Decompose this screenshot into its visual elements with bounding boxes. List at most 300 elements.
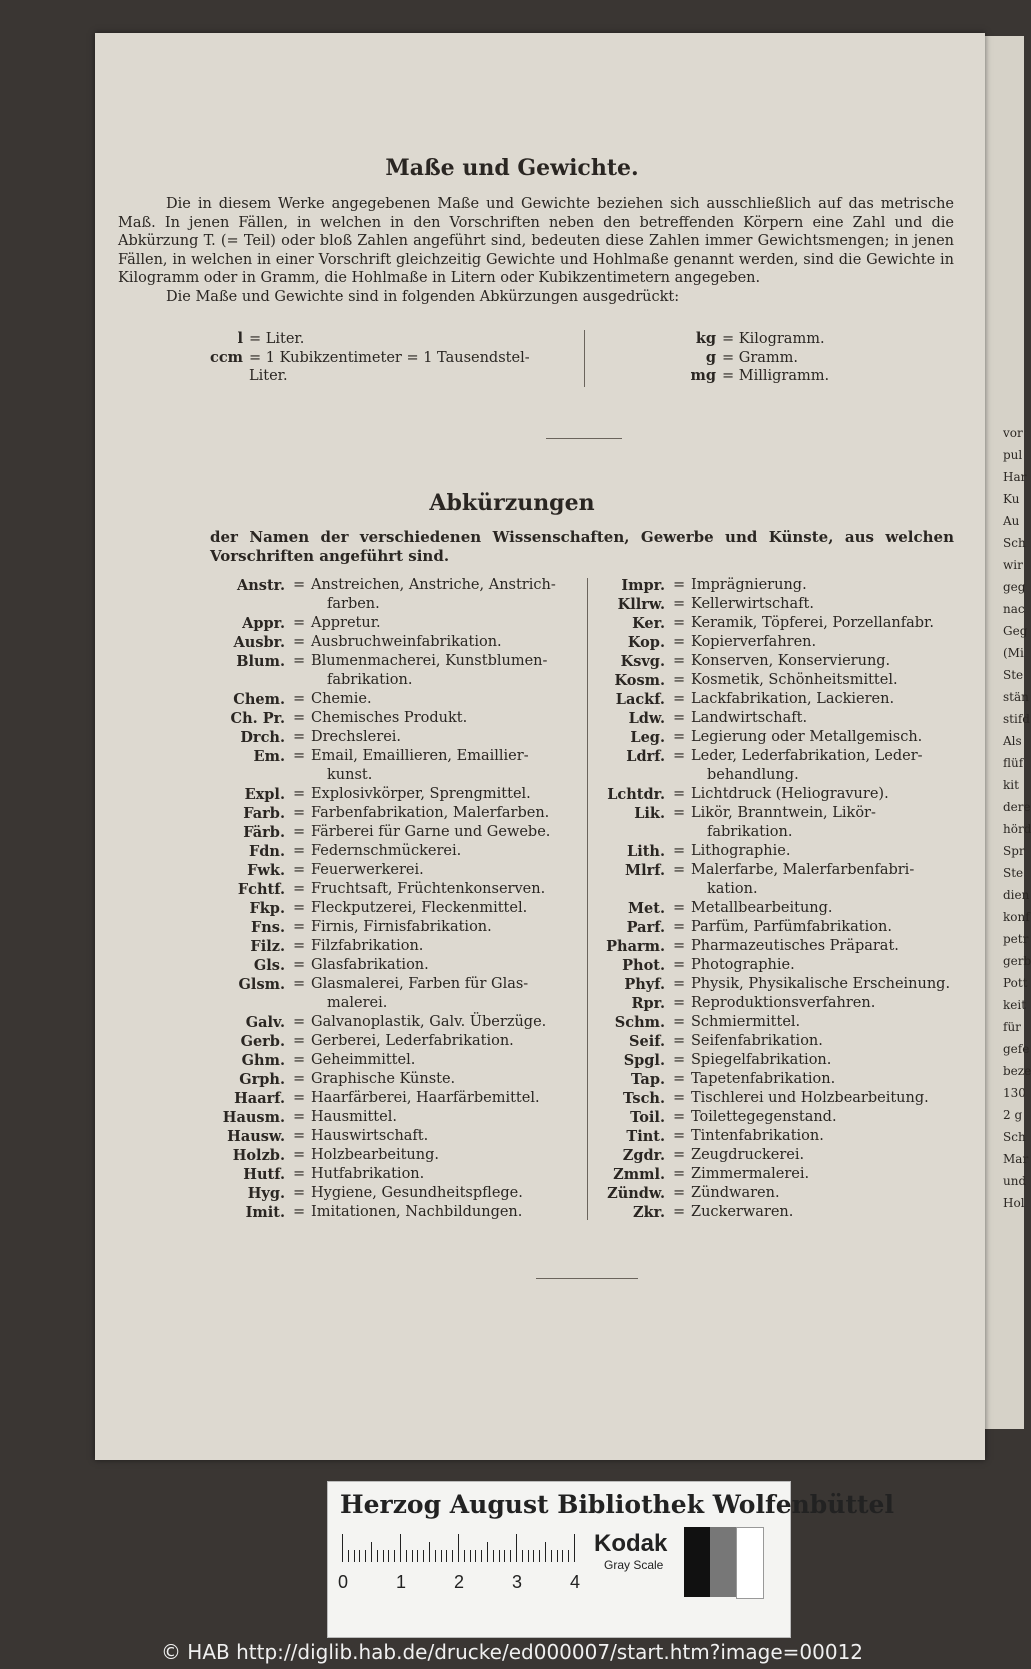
abbreviation-meaning: Tapetenfabrikation. [691, 1071, 836, 1087]
ruler-tick [574, 1534, 575, 1562]
adjacent-page-fragment: gerb [1003, 954, 1031, 968]
adjacent-page-fragment: keit [1003, 998, 1027, 1012]
ruler-tick [557, 1550, 558, 1562]
equals-sign: = [673, 596, 686, 612]
unit-definition: = 1 Kubikzentimeter = 1 Tausendstel- [249, 349, 530, 366]
ruler-tick [551, 1550, 552, 1562]
equals-sign: = [673, 577, 686, 593]
ruler-tick [406, 1550, 407, 1562]
abbreviation-meaning: Email, Emaillieren, Emaillier- [311, 748, 529, 764]
abbreviation: Imit. [245, 1204, 285, 1221]
abbreviation-meaning: Blumenmacherei, Kunstblumen- [311, 653, 548, 669]
abbreviation: Phot. [622, 957, 665, 974]
abbreviation-entry [205, 1089, 590, 1108]
ruler-tick [394, 1550, 395, 1562]
equals-sign: = [293, 1128, 306, 1144]
units-intro: Die Maße und Gewichte sind in folgenden Abkürzungen ausgedrückt: [166, 288, 680, 305]
abbreviation-meaning: Fruchtsaft, Früchtenkonserven. [311, 881, 546, 897]
abbreviation-entry [595, 1089, 965, 1108]
unit-row [606, 349, 946, 368]
equals-sign: = [293, 615, 306, 631]
equals-sign: = [673, 805, 686, 821]
equals-sign: = [293, 957, 306, 973]
intro-paragraph: Die in diesem Werke angegebenen Maße und Gewichte beziehen sich ausschließlich auf das metrische Maß. In jenen Fällen, in welchen in den Vorschriften neben den betreffenden Körpern eine Zahl und die Abkürzung T. (= Teil) oder bloß Zahlen angeführt sind, bedeuten diese Zahlen immer Gewichtsmengen; in jenen Fällen, in welchen in einer Vorschrift gleichzeitig Gewichte und Hohlmaße genannt werden, sind die Gewichte in Kilogramm oder in Gramm, die Hohlmaße in Litern oder Kubikzentimetern angegeben. Die Maße und Gewichte sind in folgenden Abkürzungen ausgedrückt: [118, 196, 954, 305]
adjacent-page-fragment: Hol [1003, 1196, 1025, 1210]
unit-row [118, 367, 578, 386]
ruler-number: 1 [396, 1572, 407, 1592]
equals-sign: = [293, 881, 306, 897]
abbreviation-entry [595, 614, 965, 633]
adjacent-page-fragment: Har [1003, 470, 1027, 484]
abbreviation: Ldrf. [626, 748, 665, 765]
abbreviation-entry [205, 747, 590, 785]
abbreviation-entry [205, 1184, 590, 1203]
abbreviation-meaning-continued: behandlung. [707, 767, 799, 783]
abbreviation: Galv. [245, 1014, 285, 1031]
unit-definition: = Gramm. [722, 349, 799, 366]
abbreviation: Kop. [627, 634, 665, 651]
abbreviation-entry [595, 1203, 965, 1222]
abbreviation: Zkr. [633, 1204, 665, 1221]
abbreviation: Ausbr. [233, 634, 285, 651]
abbreviation: Zündw. [607, 1185, 665, 1202]
abbreviation: Tsch. [622, 1090, 665, 1107]
equals-sign: = [673, 615, 686, 631]
equals-sign: = [673, 748, 686, 764]
ruler-tick [359, 1550, 360, 1562]
abbreviation: Holzb. [232, 1147, 285, 1164]
abbreviation-entry [595, 861, 965, 899]
adjacent-page-fragment: kit [1003, 778, 1019, 792]
equals-sign: = [293, 1147, 306, 1163]
adjacent-page-fragment: Als [1003, 734, 1022, 748]
abbreviation: Seif. [629, 1033, 665, 1050]
ruler-tick [504, 1550, 505, 1562]
equals-sign: = [673, 1204, 686, 1220]
units-table [118, 330, 954, 390]
abbreviation: Anstr. [236, 577, 285, 594]
adjacent-page-fragment: dien [1003, 888, 1030, 902]
abbreviation-meaning: Fleckputzerei, Fleckenmittel. [311, 900, 528, 916]
abbreviation-entry [205, 861, 590, 880]
equals-sign: = [293, 691, 306, 707]
abbreviation-meaning: Holzbearbeitung. [311, 1147, 439, 1163]
abbreviation-entry [205, 576, 590, 614]
ruler-tick [423, 1550, 424, 1562]
abbreviation-entry [205, 1165, 590, 1184]
abbreviation-meaning: Firnis, Firnisfabrikation. [311, 919, 492, 935]
adjacent-page-fragment: gefe [1003, 1042, 1030, 1056]
equals-sign: = [673, 1185, 686, 1201]
abbreviation-meaning: Hausmittel. [311, 1109, 397, 1125]
adjacent-page-fragment: (Mi [1003, 646, 1024, 660]
ruler-tick [348, 1550, 349, 1562]
adjacent-page-fragment: für [1003, 1020, 1021, 1034]
ruler-tick [522, 1550, 523, 1562]
abbreviation-entry [595, 595, 965, 614]
abbreviation-entry [595, 937, 965, 956]
abbreviation: Schm. [614, 1014, 665, 1031]
equals-sign: = [673, 691, 686, 707]
equals-sign: = [293, 805, 306, 821]
abbreviation: Parf. [626, 919, 665, 936]
ruler-tick [412, 1550, 413, 1562]
units-right-column [606, 330, 946, 386]
ruler-tick [429, 1542, 430, 1562]
abbreviation-entry [205, 785, 590, 804]
abbreviation: Chem. [233, 691, 285, 708]
abbreviation: Zgdr. [622, 1147, 665, 1164]
equals-sign: = [673, 957, 686, 973]
equals-sign: = [293, 748, 306, 764]
abbreviation-entry [595, 1013, 965, 1032]
equals-sign: = [293, 1033, 306, 1049]
abbreviation-entry [205, 1051, 590, 1070]
abbreviation-entry [205, 728, 590, 747]
abbreviation-meaning: Physik, Physikalische Erscheinung. [691, 976, 951, 992]
abbreviation-meaning: Toilettegegenstand. [691, 1109, 837, 1125]
abbreviation: Ksvg. [620, 653, 665, 670]
abbreviation-meaning: Drechslerei. [311, 729, 402, 745]
abbreviation-entry [205, 975, 590, 1013]
unit-abbr: mg [690, 367, 716, 384]
abbreviation-entry [205, 1203, 590, 1222]
ruler-tick [446, 1550, 447, 1562]
ruler-tick [377, 1550, 378, 1562]
ruler-tick [533, 1550, 534, 1562]
abbreviation: Appr. [242, 615, 285, 632]
abbreviation-entry [205, 1013, 590, 1032]
abbreviation: Fdn. [248, 843, 285, 860]
abbreviations-subtitle: der Namen der verschiedenen Wissenschaften, Gewerbe und Künste, aus welchen Vorschriften angeführt sind. [210, 528, 954, 565]
equals-sign: = [673, 1109, 686, 1125]
ruler-tick [452, 1550, 453, 1562]
equals-sign: = [673, 900, 686, 916]
abbreviation: Em. [253, 748, 285, 765]
adjacent-page-fragment: vor [1003, 426, 1023, 440]
ruler-tick [371, 1542, 372, 1562]
abbreviation-meaning: Farbenfabrikation, Malerfarben. [311, 805, 550, 821]
heading-masse-gewichte: Maße und Gewichte. [385, 155, 639, 181]
adjacent-page-edge [983, 36, 1031, 1429]
abbreviation-meaning: Glasmalerei, Farben für Glas- [311, 976, 529, 992]
ruler-number: 0 [338, 1572, 349, 1592]
ruler-tick [516, 1534, 517, 1562]
adjacent-page-fragment: nac [1003, 602, 1025, 616]
abbreviation: Lith. [627, 843, 665, 860]
equals-sign: = [293, 1204, 306, 1220]
ruler-tick [383, 1550, 384, 1562]
abbreviation-entry [595, 842, 965, 861]
abbreviation-entry [205, 956, 590, 975]
abbreviation: Toil. [630, 1109, 665, 1126]
abbreviation-entry [595, 633, 965, 652]
equals-sign: = [293, 900, 306, 916]
units-divider [584, 330, 585, 387]
abbreviation-meaning: Zimmermalerei. [691, 1166, 810, 1182]
abbreviation-entry [595, 1032, 965, 1051]
abbreviation: Haarf. [234, 1090, 285, 1107]
abbreviation-entry [205, 823, 590, 842]
abbreviation-meaning: Likör, Branntwein, Likör- [691, 805, 876, 821]
abbreviation: Phyf. [624, 976, 665, 993]
unit-row [606, 330, 946, 349]
ruler-tick [400, 1534, 401, 1562]
abbreviation-meaning: Seifenfabrikation. [691, 1033, 823, 1049]
equals-sign: = [293, 1052, 306, 1068]
abbreviation-meaning: Reproduktionsverfahren. [691, 995, 876, 1011]
equals-sign: = [673, 1166, 686, 1182]
abbreviation: Rpr. [631, 995, 665, 1012]
equals-sign: = [673, 672, 686, 688]
abbreviation: Drch. [240, 729, 285, 746]
ruler-tick [365, 1550, 366, 1562]
adjacent-page-fragment: Geg [1003, 624, 1028, 638]
equals-sign: = [293, 577, 306, 593]
ruler-tick [417, 1550, 418, 1562]
unit-abbr: ccm [209, 348, 243, 366]
abbreviation-meaning: Metallbearbeitung. [691, 900, 833, 916]
abbreviation: Fkp. [249, 900, 285, 917]
equals-sign: = [293, 710, 306, 726]
unit-definition: = Kilogramm. [722, 331, 825, 347]
abbreviation-meaning-continued: kation. [707, 881, 758, 897]
adjacent-page-fragment: dere [1003, 800, 1031, 814]
abbreviation-entry [595, 1070, 965, 1089]
ruler-tick [568, 1550, 569, 1562]
equals-sign: = [673, 995, 686, 1011]
abbreviation-meaning: Photographie. [691, 957, 795, 973]
abbreviation: Impr. [621, 577, 665, 594]
abbreviation: Blum. [236, 653, 285, 670]
abbreviation-entry [595, 994, 965, 1013]
equals-sign: = [673, 1052, 686, 1068]
unit-abbr: l [237, 330, 243, 347]
abbreviation-entry [595, 1051, 965, 1070]
abbreviation: Lik. [634, 805, 665, 822]
gray-patch-mid [710, 1527, 736, 1597]
ruler-tick [354, 1550, 355, 1562]
abbreviation: Filz. [250, 938, 285, 955]
equals-sign: = [293, 1014, 306, 1030]
abbreviation-meaning: Feuerwerkerei. [311, 862, 424, 878]
unit-definition: Liter. [249, 368, 288, 384]
abbreviation-entry [595, 747, 965, 785]
equals-sign: = [293, 1185, 306, 1201]
abbreviation: Fns. [250, 919, 285, 936]
adjacent-page-fragment: konf [1003, 910, 1030, 924]
abbreviation-entry [205, 880, 590, 899]
copyright-line: © HAB http://diglib.hab.de/drucke/ed000007/start.htm?image=00012 [160, 1640, 864, 1664]
equals-sign: = [673, 786, 686, 802]
abbreviation-entry [595, 975, 965, 994]
abbreviation-meaning: Glasfabrikation. [311, 957, 429, 973]
ruler-tick [441, 1550, 442, 1562]
abbreviation: Fchtf. [237, 881, 285, 898]
ruler-tick [528, 1550, 529, 1562]
abbreviation-entry [595, 1184, 965, 1203]
abbreviation-meaning-continued: malerei. [327, 995, 388, 1011]
abbreviation-entry [595, 576, 965, 595]
gray-patch-black [684, 1527, 710, 1597]
abbreviation-entry [205, 1032, 590, 1051]
ruler-number: 4 [570, 1572, 581, 1592]
adjacent-page-fragment: 130 [1003, 1086, 1026, 1100]
equals-sign: = [673, 1033, 686, 1049]
abbreviation: Färb. [243, 824, 285, 841]
unit-definition: = Milligramm. [722, 368, 830, 384]
equals-sign: = [673, 1071, 686, 1087]
adjacent-page-fragment: wir [1003, 558, 1023, 572]
unit-definition: = Liter. [249, 331, 305, 347]
abbreviation-meaning-continued: kunst. [327, 767, 373, 783]
abbreviation-meaning: Anstreichen, Anstriche, Anstrich- [311, 577, 556, 593]
abbreviation-meaning: Imprägnierung. [691, 577, 807, 593]
abbreviation-meaning: Leder, Lederfabrikation, Leder- [691, 748, 923, 764]
abbreviation-entry [595, 1165, 965, 1184]
abbreviation: Expl. [244, 786, 285, 803]
abbreviation-entry [595, 1146, 965, 1165]
unit-abbr: kg [695, 330, 716, 347]
adjacent-page-fragment: Au [1003, 514, 1020, 528]
ruler-tick [545, 1542, 546, 1562]
unit-row [118, 349, 578, 368]
abbreviation: Spgl. [623, 1052, 665, 1069]
abbreviation-entry [595, 728, 965, 747]
abbreviation-meaning: Hutfabrikation. [311, 1166, 425, 1182]
equals-sign: = [673, 976, 686, 992]
unit-abbr: g [705, 348, 716, 366]
abbreviation-meaning: Kopierverfahren. [691, 634, 817, 650]
abbreviation-entry [205, 1108, 590, 1127]
abbreviation-entry [595, 804, 965, 842]
abbreviation: Hausm. [222, 1109, 285, 1126]
equals-sign: = [673, 1090, 686, 1106]
equals-sign: = [673, 843, 686, 859]
abbreviation-entry [595, 1127, 965, 1146]
abbreviation-meaning: Chemisches Produkt. [311, 710, 468, 726]
abbreviation-entry [595, 899, 965, 918]
abbreviation-meaning: Malerfarbe, Malerfarbenfabri- [691, 862, 915, 878]
adjacent-page-fragment: Ste [1003, 668, 1024, 682]
abbreviation-meaning: Graphische Künste. [311, 1071, 456, 1087]
abbreviation-entry [205, 937, 590, 956]
equals-sign: = [673, 729, 686, 745]
abbreviation-entry [205, 690, 590, 709]
abbreviation-meaning: Färberei für Garne und Gewebe. [311, 824, 551, 840]
abbreviation: Gerb. [240, 1033, 285, 1050]
abbreviation-entry [205, 709, 590, 728]
adjacent-page-fragment: flüf [1003, 756, 1024, 770]
abbreviation: Kllrw. [617, 596, 665, 613]
abbreviation: Zmml. [613, 1166, 665, 1183]
ruler-tick [470, 1550, 471, 1562]
adjacent-page-fragment: Pott [1003, 976, 1028, 990]
abbreviation: Ker. [632, 615, 665, 632]
ruler-number: 2 [454, 1572, 465, 1592]
abbreviation: Hausw. [227, 1128, 285, 1145]
abbreviation: Lackf. [615, 691, 665, 708]
abbreviation: Ghm. [241, 1052, 285, 1069]
abbreviation: Ldw. [628, 710, 665, 727]
abbreviation-meaning: Spiegelfabrikation. [691, 1052, 832, 1068]
abbreviation-meaning: Haarfärberei, Haarfärbemittel. [311, 1090, 540, 1106]
ruler-tick [493, 1550, 494, 1562]
abbreviation: Ch. Pr. [230, 710, 285, 727]
adjacent-page-fragment: Sch [1003, 1130, 1026, 1144]
heading-abkuerzungen: Abkürzungen [429, 490, 595, 516]
abbreviation-entry [205, 1070, 590, 1089]
ruler-tick [342, 1534, 343, 1562]
abbreviation-meaning: Explosivkörper, Sprengmittel. [311, 786, 531, 802]
abbreviation-meaning: Lithographie. [691, 843, 791, 859]
abbreviation-meaning: Ausbruchweinfabrikation. [311, 634, 502, 650]
abbreviation-meaning: Hygiene, Gesundheitspflege. [311, 1185, 523, 1201]
library-name: Herzog August Bibliothek Wolfenbüttel [340, 1490, 894, 1519]
abbreviation-meaning: Parfüm, Parfümfabrikation. [691, 919, 892, 935]
ruler-tick [539, 1550, 540, 1562]
abbreviation-meaning: Galvanoplastik, Galv. Überzüge. [311, 1014, 547, 1030]
equals-sign: = [293, 843, 306, 859]
abbreviation: Hyg. [247, 1185, 285, 1202]
abbreviation-meaning: Filzfabrikation. [311, 938, 424, 954]
abbreviation-entry [595, 671, 965, 690]
abbreviations-divider [587, 578, 588, 1220]
abbreviation: Met. [627, 900, 665, 917]
abbreviation-entry [205, 614, 590, 633]
adjacent-page-fragment: Ku [1003, 492, 1020, 506]
equals-sign: = [673, 634, 686, 650]
unit-row [118, 330, 578, 349]
abbreviation-meaning: Appretur. [311, 615, 381, 631]
equals-sign: = [293, 976, 306, 992]
units-left-column [118, 330, 578, 386]
ruler-tick [499, 1550, 500, 1562]
abbreviation: Lchtdr. [607, 786, 665, 803]
abbreviation-meaning: Kellerwirtschaft. [691, 596, 814, 612]
library-color-card [327, 1481, 894, 1638]
equals-sign: = [673, 1147, 686, 1163]
adjacent-page-fragment: hörd [1003, 822, 1031, 836]
equals-sign: = [293, 1109, 306, 1125]
abbreviation: Farb. [243, 805, 285, 822]
adjacent-page-fragment: petr [1003, 932, 1029, 946]
abbreviation-meaning: Zuckerwaren. [691, 1204, 794, 1220]
equals-sign: = [673, 710, 686, 726]
abbreviation-meaning: Lackfabrikation, Lackieren. [691, 691, 895, 707]
ruler-tick [475, 1550, 476, 1562]
abbreviation-entry [205, 633, 590, 652]
abbreviation: Tap. [631, 1071, 665, 1088]
abbreviation-meaning: Gerberei, Lederfabrikation. [311, 1033, 514, 1049]
abbreviations-right-column [595, 576, 965, 1222]
kodak-logo: Kodak [594, 1530, 668, 1557]
abbreviation: Tint. [626, 1128, 665, 1145]
adjacent-page-fragment: Mar [1003, 1152, 1029, 1166]
ruler-tick [458, 1534, 459, 1562]
ruler-tick [562, 1550, 563, 1562]
abbreviation-meaning: Hauswirtschaft. [311, 1128, 429, 1144]
equals-sign: = [673, 653, 686, 669]
abbreviation-entry [205, 652, 590, 690]
adjacent-page-fragment: und [1003, 1174, 1027, 1188]
equals-sign: = [673, 1014, 686, 1030]
abbreviation: Leg. [630, 729, 665, 746]
adjacent-page-fragment: pul [1003, 448, 1023, 462]
equals-sign: = [293, 1090, 306, 1106]
equals-sign: = [293, 824, 306, 840]
abbreviation-entry [595, 956, 965, 975]
